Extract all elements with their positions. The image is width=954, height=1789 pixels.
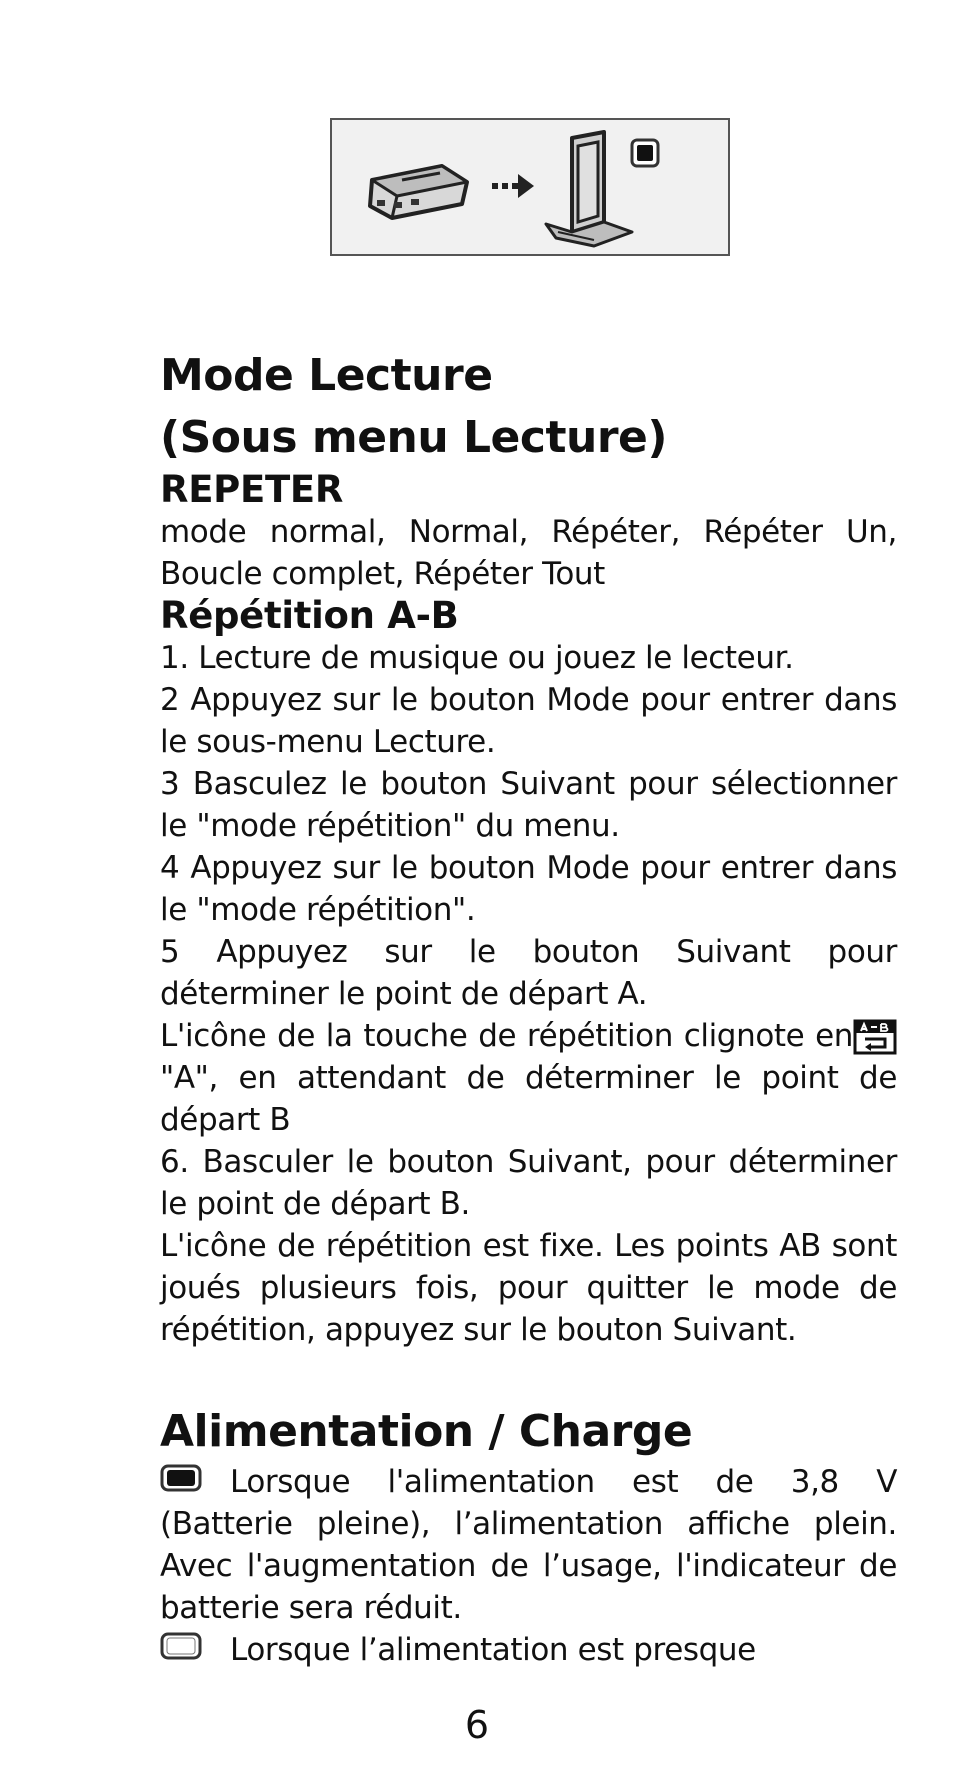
power-empty-text: Lorsque l’alimentation est presque <box>230 1632 756 1668</box>
power-full-text: Lorsque l'alimentation est de 3,8 V (Batterie pleine), l’alimentation affiche plein. Avec l'augmentation de l’usage, l'indicateur de batterie sera réduit. <box>160 1464 897 1626</box>
battery-full-icon <box>160 1464 202 1492</box>
ab-step-4: 4 Appuyez sur le bouton Mode pour entrer dans le "mode répétition". <box>160 850 897 928</box>
heading-play-submenu: (Sous menu Lecture) <box>160 412 667 463</box>
ab-step-5: 5 Appuyez sur le bouton Suivant pour déterminer le point de départ A. <box>160 934 897 1012</box>
power-full-paragraph <box>160 1461 897 1629</box>
battery-full-icon <box>632 140 658 166</box>
arrow-right-icon <box>492 174 534 198</box>
ab-icon-text-before: L'icône de la touche de répétition <box>160 1018 673 1054</box>
computer-monitor-icon <box>546 132 632 246</box>
repeat-title: REPETER <box>160 468 344 511</box>
ab-repeat-icon <box>853 1019 897 1055</box>
heading-play-mode: Mode Lecture <box>160 350 493 401</box>
heading-power: Alimentation / Charge <box>160 1406 693 1457</box>
connection-illustration <box>330 118 730 256</box>
ab-step-3: 3 Basculez le bouton Suivant pour sélectionner le "mode répétition" du menu. <box>160 766 897 844</box>
ab-icon-text-after: clignote en "A", en attendant de déterminer le point de départ B <box>160 1018 897 1138</box>
card-reader-icon <box>370 166 467 218</box>
battery-empty-icon <box>160 1632 202 1660</box>
ab-step-6: 6. Basculer le bouton Suivant, pour déterminer le point de départ B. <box>160 1144 897 1222</box>
ab-icon-paragraph <box>160 1015 897 1141</box>
ab-step-1: 1. Lecture de musique ou jouez le lecteur. <box>160 640 794 676</box>
repeat-text: mode normal, Normal, Répéter, Répéter Un, Boucle complet, Répéter Tout <box>160 514 897 592</box>
ab-repeat-title: Répétition A-B <box>160 594 459 637</box>
page-number: 6 <box>464 1703 490 1747</box>
illustration-drawing <box>332 120 728 254</box>
manual-content <box>160 345 897 1671</box>
power-empty-paragraph <box>160 1629 897 1671</box>
ab-final-text: L'icône de répétition est fixe. Les points AB sont joués plusieurs fois, pour quitter le mode de répétition, appuyez sur le bouton Suivant. <box>160 1228 897 1348</box>
ab-step-2: 2 Appuyez sur le bouton Mode pour entrer dans le sous-menu Lecture. <box>160 682 897 760</box>
